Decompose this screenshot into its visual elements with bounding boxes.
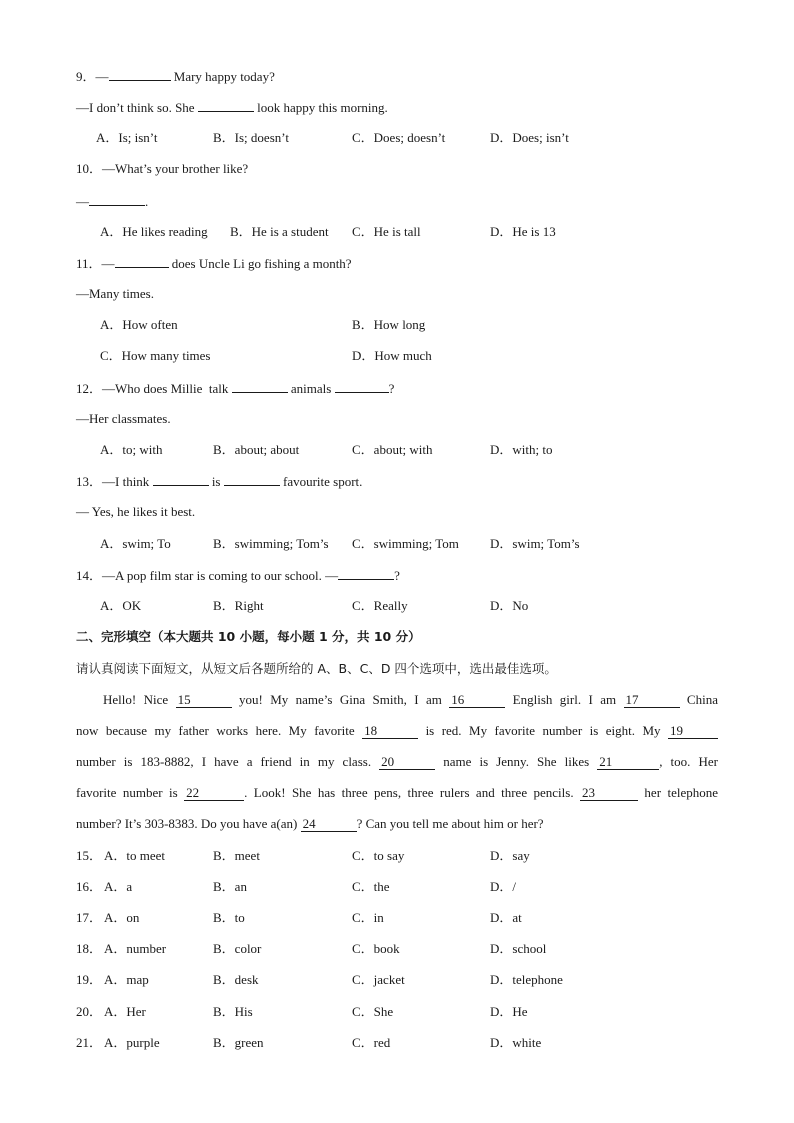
question-text: is — [208, 474, 224, 489]
question-9-reply — [76, 99, 388, 116]
answer-blank — [153, 473, 209, 486]
option-c[interactable]: C．book — [352, 941, 400, 956]
option-a[interactable]: A．OK — [100, 598, 142, 613]
question-14-options — [76, 598, 776, 614]
option-c[interactable]: C．How many times — [100, 348, 211, 363]
reply-text: —I don’t think so. She — [76, 100, 198, 115]
option-c[interactable]: C．in — [352, 910, 384, 925]
option-a[interactable]: A．How often — [100, 317, 178, 332]
question-text: 14．—A pop film star is coming to our school. — — [76, 568, 339, 583]
option-c[interactable]: C．She — [352, 1004, 394, 1019]
passage-text: . Look! She has three pens, three rulers and three pencils. — [244, 785, 581, 800]
cloze-item-21 — [76, 1035, 776, 1051]
cloze-item-18 — [76, 941, 776, 957]
question-9-stem — [76, 68, 275, 85]
passage-blank: 16 — [449, 693, 505, 708]
option-d[interactable]: D．school — [490, 941, 547, 956]
question-12-stem — [76, 380, 394, 397]
passage-blank: 23 — [580, 786, 638, 801]
option-d[interactable]: D．He is 13 — [490, 224, 556, 239]
option-b[interactable]: B．color — [213, 941, 262, 956]
passage-blank: 19 — [668, 724, 718, 739]
cloze-item-16 — [76, 879, 776, 895]
passage-text: you! My name’s Gina Smith, I am — [231, 692, 450, 707]
option-c[interactable]: C．the — [352, 879, 390, 894]
option-d[interactable]: D．He — [490, 1004, 528, 1019]
question-text: ? — [394, 568, 400, 583]
question-text: ? — [388, 381, 395, 396]
option-b[interactable]: B．swimming; Tom’s — [213, 536, 329, 551]
question-text: 13．—I think — [76, 474, 153, 489]
option-d[interactable]: D．swim; Tom’s — [490, 536, 580, 551]
passage-text: number? It’s 303-8383. Do you have a(an) — [76, 816, 301, 831]
answer-blank — [232, 380, 288, 393]
option-a[interactable]: A．on — [104, 910, 140, 925]
reply-text: . — [145, 194, 149, 209]
option-b[interactable]: B．desk — [213, 972, 259, 987]
question-10-options — [76, 224, 776, 240]
question-9-options — [76, 130, 776, 146]
passage-line-1 — [76, 692, 718, 708]
passage-blank: 21 — [597, 755, 659, 770]
option-c[interactable]: C．to say — [352, 848, 405, 863]
option-a[interactable]: A．map — [104, 972, 149, 987]
option-c[interactable]: C．He is tall — [352, 224, 421, 239]
passage-line-3 — [76, 754, 718, 770]
question-14-stem — [76, 567, 400, 584]
answer-blank — [224, 473, 280, 486]
option-d[interactable]: D．at — [490, 910, 522, 925]
answer-blank — [335, 380, 389, 393]
item-number: 15． — [76, 848, 103, 863]
option-b[interactable]: B．Is; doesn’t — [213, 130, 289, 145]
question-10-reply — [76, 193, 148, 210]
section-title: 二、完形填空（本大题共 10 小题，每小题 1 分，共 10 分） — [76, 629, 421, 644]
passage-line-5 — [76, 816, 718, 832]
cloze-item-20 — [76, 1004, 776, 1020]
option-d[interactable]: D．No — [490, 598, 529, 613]
option-b[interactable]: B．His — [213, 1004, 253, 1019]
item-number: 19． — [76, 972, 103, 987]
item-number: 18． — [76, 941, 103, 956]
passage-blank: 18 — [362, 724, 418, 739]
option-c[interactable]: C．swimming; Tom — [352, 536, 459, 551]
option-a[interactable]: A．Her — [104, 1004, 146, 1019]
cloze-item-17 — [76, 910, 776, 926]
option-a[interactable]: A．swim; To — [100, 536, 171, 551]
passage-line-4 — [76, 785, 718, 801]
option-b[interactable]: B．He is a student — [230, 224, 329, 239]
question-text: animals — [287, 381, 335, 396]
question-text: 12．—Who does Millie talk — [76, 381, 232, 396]
question-text: favourite sport. — [279, 474, 363, 489]
option-d[interactable]: D．Does; isn’t — [490, 130, 569, 145]
question-13-options — [76, 536, 776, 552]
passage-text: her telephone — [638, 785, 718, 800]
question-10-stem: 10．—What’s your brother like? — [76, 161, 249, 176]
passage-text: name is Jenny. She likes — [435, 754, 598, 769]
passage-text: favorite number is — [76, 785, 185, 800]
item-number: 20． — [76, 1004, 103, 1019]
item-number: 16． — [76, 879, 103, 894]
passage-text: number is 183-8882, I have a friend in my class. — [76, 754, 380, 769]
question-number: 11．— — [76, 256, 115, 271]
passage-text: now because my father works here. My favorite — [76, 723, 363, 738]
answer-blank — [338, 567, 394, 580]
answer-blank — [115, 255, 169, 268]
question-11-stem — [76, 255, 352, 272]
question-text: does Uncle Li go fishing a month? — [168, 256, 352, 271]
question-11-options-row1 — [76, 317, 776, 333]
option-d[interactable]: D．white — [490, 1035, 542, 1050]
passage-text: China — [679, 692, 718, 707]
option-c[interactable]: C．red — [352, 1035, 391, 1050]
passage-text: Hello! Nice — [103, 692, 176, 707]
option-c[interactable]: C．Does; doesn’t — [352, 130, 446, 145]
option-c[interactable]: C．about; with — [352, 442, 433, 457]
option-b[interactable]: B．an — [213, 879, 247, 894]
option-b[interactable]: B．green — [213, 1035, 264, 1050]
passage-blank: 20 — [379, 755, 435, 770]
option-b[interactable]: B．Right — [213, 598, 264, 613]
passage-blank: 17 — [624, 693, 680, 708]
option-b[interactable]: B．meet — [213, 848, 260, 863]
option-d[interactable]: D．with; to — [490, 442, 553, 457]
passage-blank: 15 — [176, 693, 232, 708]
option-b[interactable]: B．about; about — [213, 442, 300, 457]
answer-blank — [89, 193, 145, 206]
option-b[interactable]: B．How long — [352, 317, 426, 332]
answer-blank — [198, 99, 254, 112]
item-number: 21． — [76, 1035, 103, 1050]
cloze-item-15 — [76, 848, 776, 864]
reply-text: — — [76, 194, 89, 209]
option-a[interactable]: A．Is; isn’t — [96, 130, 158, 145]
option-d[interactable]: D．/ — [490, 879, 517, 894]
passage-blank: 22 — [184, 786, 244, 801]
option-d[interactable]: D．telephone — [490, 972, 563, 987]
reply-text: look happy this morning. — [253, 100, 388, 115]
option-a[interactable]: A．He likes reading — [100, 224, 208, 239]
option-d[interactable]: D．How much — [352, 348, 432, 363]
option-a[interactable]: A．a — [104, 879, 133, 894]
passage-text: is red. My favorite number is eight. My — [418, 723, 669, 738]
answer-blank — [109, 68, 171, 81]
question-13-reply: — Yes, he likes it best. — [76, 504, 196, 519]
question-11-reply: —Many times. — [76, 286, 154, 301]
passage-text: English girl. I am — [505, 692, 624, 707]
option-a[interactable]: A．purple — [104, 1035, 160, 1050]
option-c[interactable]: C．Really — [352, 598, 408, 613]
question-text: Mary happy today? — [170, 69, 275, 84]
passage-blank: 24 — [301, 817, 357, 832]
question-11-options-row2 — [76, 348, 776, 364]
option-d[interactable]: D．say — [490, 848, 530, 863]
item-number: 17． — [76, 910, 103, 925]
section-instruction: 请认真阅读下面短文，从短文后各题所给的 A、B、C、D 四个选项中，选出最佳选项。 — [76, 661, 557, 676]
option-a[interactable]: A．to meet — [104, 848, 166, 863]
option-c[interactable]: C．jacket — [352, 972, 405, 987]
option-b[interactable]: B．to — [213, 910, 245, 925]
passage-text: , too. Her — [659, 754, 718, 769]
cloze-item-19 — [76, 972, 776, 988]
question-12-reply: —Her classmates. — [76, 411, 171, 426]
passage-line-2 — [76, 723, 718, 739]
question-number: 9．— — [76, 69, 109, 84]
passage-text: ? Can you tell me about him or her? — [356, 816, 544, 831]
option-a[interactable]: A．number — [104, 941, 167, 956]
question-13-stem — [76, 473, 362, 490]
option-a[interactable]: A．to; with — [100, 442, 163, 457]
question-12-options — [76, 442, 776, 458]
